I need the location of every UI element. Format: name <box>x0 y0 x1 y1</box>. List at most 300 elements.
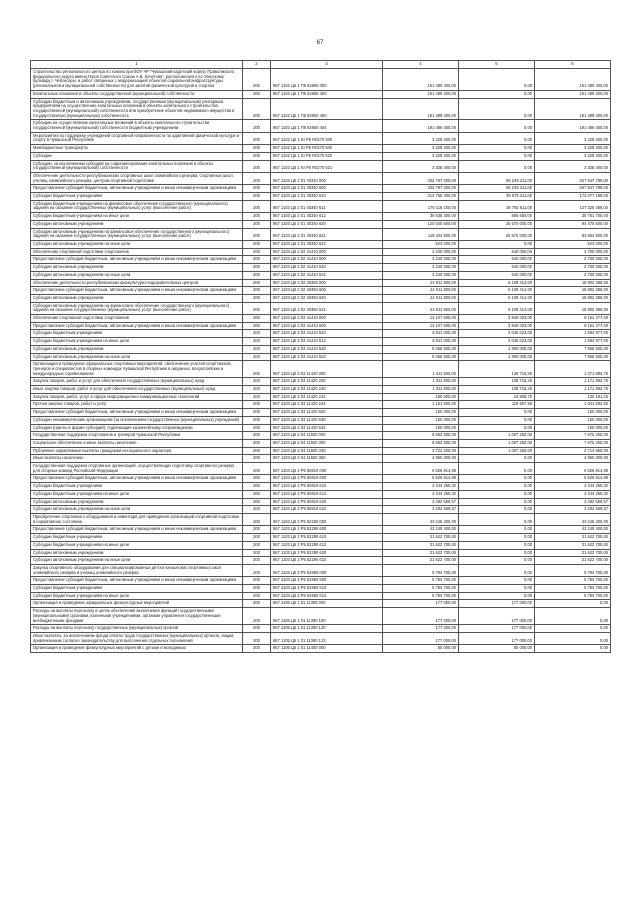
cell-description: Мероприятия по поддержке учреждений спортивной направленности по адаптивной физической культуре и спорту в Чувашской Республике <box>31 132 243 144</box>
cell-executed: 540 000,00 <box>459 264 535 272</box>
cell-approved: 3 282 559,57 <box>383 506 459 514</box>
cell-code: 200 <box>243 541 271 549</box>
cell-remaining: 191 489 400,00 <box>535 120 611 132</box>
cell-approved: 5 794 700,00 <box>383 592 459 600</box>
cell-classification: 867 1102 Ц5 1 Ю Р5 R0270 500 <box>271 145 383 153</box>
table-row <box>31 463 611 475</box>
cell-description: Субсидии автономным учреждениям <box>31 549 243 557</box>
cell-classification: 867 1103 Ц5 2 Р5 50810 612 <box>271 490 383 498</box>
cell-code: 200 <box>243 132 271 144</box>
cell-approved: 24 911 800,00 <box>383 302 459 314</box>
cell-code: 200 <box>243 338 271 346</box>
cell-code: 200 <box>243 632 271 644</box>
cell-code: 200 <box>243 386 271 394</box>
cell-code: 200 <box>243 564 271 576</box>
cell-approved: 3 641 000,00 <box>383 330 459 338</box>
cell-approved: 21 622 700,00 <box>383 541 459 549</box>
table-row <box>31 264 611 272</box>
cell-description: Субсидии автономным учреждениям <box>31 345 243 353</box>
cell-executed: 0,00 <box>459 585 535 593</box>
table-row <box>31 541 611 549</box>
cell-code: 200 <box>243 526 271 534</box>
cell-executed: 25 570 000,00 <box>459 228 535 240</box>
cell-code: 200 <box>243 534 271 542</box>
cell-remaining: 1 271 883,75 <box>535 361 611 378</box>
cell-code: 200 <box>243 160 271 172</box>
cell-description: Организация и проведение официальных физкультурных мероприятий <box>31 600 243 608</box>
table-row <box>31 200 611 212</box>
cell-description: Субсидии бюджетным учреждениям <box>31 585 243 593</box>
cell-remaining: 94 470 600,00 <box>535 220 611 228</box>
table-row <box>31 302 611 314</box>
table-row <box>31 526 611 534</box>
cell-description: Субсидии бюджетным учреждениям <box>31 330 243 338</box>
cell-executed: 1 900 000,00 <box>459 353 535 361</box>
cell-description: Субсидии на осуществление капитальных вложений в объекты капитального строительства государственной (муниципальной) собственности бюджетным учреждениям <box>31 120 243 132</box>
table-row <box>31 549 611 557</box>
cell-description: Капитальные вложения в объекты государственной (муниципальной) собственности <box>31 90 243 98</box>
cell-remaining: 191 489 400,00 <box>535 69 611 91</box>
cell-approved: 3 240 000,00 <box>383 248 459 256</box>
cell-description: Субсидии бюджетным учреждениям на иные цели <box>31 490 243 498</box>
cell-executed: 3 946 023,00 <box>459 315 535 323</box>
cell-approved: 6 626 814,89 <box>383 475 459 483</box>
cell-executed: 177 000,00 <box>459 625 535 633</box>
cell-approved: 177 000,00 <box>383 600 459 608</box>
table-row <box>31 361 611 378</box>
cell-description: Субсидии бюджетным учреждениям на иные цели <box>31 541 243 549</box>
cell-code: 200 <box>243 463 271 475</box>
cell-code: 200 <box>243 514 271 526</box>
cell-code: 200 <box>243 220 271 228</box>
cell-code: 200 <box>243 294 271 302</box>
cell-description: Субсидии бюджетным учреждениям <box>31 193 243 201</box>
cell-description: Предоставление субсидий бюджетным, автономным учреждениям и иным некоммерческим организациям <box>31 256 243 264</box>
cell-classification: 867 1103 Ц5 2 01 40340 600 <box>271 185 383 193</box>
table-row <box>31 69 611 91</box>
cell-remaining: 3 328 400,00 <box>535 132 611 144</box>
cell-approved: 24 911 800,00 <box>383 294 459 302</box>
column-header: 5 <box>459 61 535 69</box>
cell-executed: 0,00 <box>459 526 535 534</box>
cell-classification: 867 1103 Ц5 2 02 40360 600 <box>271 287 383 295</box>
cell-code: 200 <box>243 256 271 264</box>
cell-classification: 867 1102 Ц5 1 Ю Р5 R0270 000 <box>271 132 383 144</box>
cell-approved: 21 622 700,00 <box>383 557 459 565</box>
cell-classification: 867 1105 Ц5 1 01 11390 123 <box>271 632 383 644</box>
cell-description: Субсидии (гранты в форме субсидий), подлежащие казначейскому сопровождению <box>31 424 243 432</box>
cell-classification: 867 1102 Ц5 1 П5 54950 464 <box>271 120 383 132</box>
cell-classification: 867 1103 Ц5 2 03 11420 000 <box>271 361 383 378</box>
cell-classification: 867 1103 Ц5 2 03 11420 242 <box>271 393 383 401</box>
table-row <box>31 132 611 144</box>
cell-remaining: 21 622 700,00 <box>535 549 611 557</box>
table-row <box>31 585 611 593</box>
cell-approved: 9 466 500,00 <box>383 353 459 361</box>
cell-executed: 0,00 <box>459 240 535 248</box>
cell-classification: 867 1103 Ц5 2 02 41410 620 <box>271 264 383 272</box>
cell-classification: 867 1103 Ц5 2 Р5 52290 610 <box>271 534 383 542</box>
table-header <box>31 61 611 69</box>
cell-description: Субсидии автономным учреждениям на иные цели <box>31 557 243 565</box>
cell-code: 200 <box>243 264 271 272</box>
cell-approved: 21 622 700,00 <box>383 549 459 557</box>
cell-code: 200 <box>243 549 271 557</box>
cell-classification: 867 1103 Ц5 2 Р5 50810 622 <box>271 506 383 514</box>
cell-remaining: 43 245 400,00 <box>535 526 611 534</box>
cell-code: 200 <box>243 315 271 323</box>
cell-executed: 540 000,00 <box>459 248 535 256</box>
cell-code: 200 <box>243 483 271 491</box>
cell-remaining: 5 794 700,00 <box>535 592 611 600</box>
table-row <box>31 90 611 98</box>
cell-description: Иные закупки товаров, работ и услуг для обеспечения государственных (муниципальных) нужд <box>31 386 243 394</box>
cell-executed: 6 109 414,00 <box>459 279 535 287</box>
cell-executed: 0,00 <box>459 564 535 576</box>
cell-remaining: 1 171 883,75 <box>535 378 611 386</box>
cell-code: 200 <box>243 98 271 120</box>
column-header: 4 <box>383 61 459 69</box>
cell-code: 200 <box>243 361 271 378</box>
cell-executed: 0,00 <box>459 69 535 91</box>
cell-code: 200 <box>243 475 271 483</box>
table-row <box>31 416 611 424</box>
cell-executed: 0,00 <box>459 475 535 483</box>
cell-remaining: 18 802 386,00 <box>535 294 611 302</box>
cell-classification: 867 1103 Ц5 2 Р5 50810 620 <box>271 498 383 506</box>
cell-executed: 0,00 <box>459 98 535 120</box>
cell-remaining: 21 622 700,00 <box>535 541 611 549</box>
cell-code: 200 <box>243 409 271 417</box>
cell-description: Субсидии автономным учреждениям на иные цели <box>31 271 243 279</box>
table-row <box>31 564 611 576</box>
cell-approved: 5 794 700,00 <box>383 585 459 593</box>
cell-executed: 0,00 <box>459 145 535 153</box>
cell-code: 200 <box>243 90 271 98</box>
cell-remaining: 7 675 250,00 <box>535 432 611 440</box>
cell-executed: 0,00 <box>459 514 535 526</box>
cell-executed: 0,00 <box>459 534 535 542</box>
cell-approved: 176 118 100,00 <box>383 200 459 212</box>
cell-code: 200 <box>243 345 271 353</box>
cell-classification: 867 1103 Ц5 2 Р5 54950 600 <box>271 577 383 585</box>
table-row <box>31 439 611 447</box>
cell-description: Предоставление субсидий бюджетным, автономным учреждениям и иным некоммерческим организациям <box>31 287 243 295</box>
cell-approved: 332 797 000,00 <box>383 172 459 184</box>
cell-remaining: 4 960 300,00 <box>535 455 611 463</box>
cell-approved: 3 722 200,00 <box>383 447 459 455</box>
cell-classification: 867 1103 Ц5 2 01 40340 000 <box>271 172 383 184</box>
cell-approved: 5 794 700,00 <box>383 564 459 576</box>
cell-description: Государственная поддержка спортсменов и тренеров Чувашской Республики <box>31 432 243 440</box>
cell-remaining: 191 489 400,00 <box>535 98 611 120</box>
cell-approved: 3 240 000,00 <box>383 256 459 264</box>
cell-approved: 191 489 400,00 <box>383 90 459 98</box>
cell-executed: 0,00 <box>459 549 535 557</box>
cell-executed: 1 007 250,00 <box>459 439 535 447</box>
column-header: 2 <box>243 61 271 69</box>
cell-classification: 867 1105 Ц5 1 01 11390 000 <box>271 600 383 608</box>
column-header: 3 <box>271 61 383 69</box>
cell-classification: 867 1103 Ц5 2 Р5 50810 600 <box>271 475 383 483</box>
cell-remaining: 0,00 <box>535 600 611 608</box>
cell-code: 200 <box>243 608 271 625</box>
cell-code: 200 <box>243 200 271 212</box>
table-row <box>31 432 611 440</box>
cell-classification: 867 1103 Ц5 2 03 11420 240 <box>271 386 383 394</box>
cell-code: 200 <box>243 625 271 633</box>
cell-classification: 867 1103 Ц5 2 01 40340 610 <box>271 193 383 201</box>
table-row <box>31 447 611 455</box>
cell-remaining: 1 594 977,00 <box>535 338 611 346</box>
cell-classification: 867 1103 Ц5 2 02 40360 000 <box>271 279 383 287</box>
cell-description: Субсидии бюджетным учреждениям <box>31 483 243 491</box>
cell-remaining: 3 344 255,32 <box>535 483 611 491</box>
cell-code: 200 <box>243 145 271 153</box>
cell-executed: 886 600,00 <box>459 213 535 221</box>
cell-remaining: 191 489 400,00 <box>535 90 611 98</box>
cell-approved: 5 794 700,00 <box>383 577 459 585</box>
cell-classification: 867 1103 Ц5 2 Р5 52290 612 <box>271 541 383 549</box>
cell-description: Субсидии автономным учреждениям <box>31 294 243 302</box>
cell-approved: 3 344 255,32 <box>383 490 459 498</box>
table-row <box>31 409 611 417</box>
cell-code: 200 <box>243 279 271 287</box>
cell-description: Организация и проведение физкультурных мероприятий с детьми и молодежью <box>31 645 243 653</box>
cell-remaining: 18 802 386,00 <box>535 302 611 314</box>
cell-remaining: 5 794 700,00 <box>535 564 611 576</box>
table-row <box>31 592 611 600</box>
table-row <box>31 172 611 184</box>
table-row <box>31 378 611 386</box>
cell-executed: 19 808,75 <box>459 393 535 401</box>
table-row <box>31 386 611 394</box>
cell-executed: 2 046 023,00 <box>459 330 535 338</box>
cell-remaining: 7 566 500,00 <box>535 345 611 353</box>
cell-classification: 867 1103 Ц5 2 03 11420 632 <box>271 424 383 432</box>
cell-approved: 177 000,00 <box>383 608 459 625</box>
cell-approved: 3 240 000,00 <box>383 264 459 272</box>
cell-executed: 0,00 <box>459 541 535 549</box>
table-row <box>31 401 611 409</box>
cell-approved: 191 489 400,00 <box>383 69 459 91</box>
cell-code: 200 <box>243 302 271 314</box>
table-row <box>31 645 611 653</box>
cell-approved: 100 000,00 <box>383 409 459 417</box>
cell-description: Предоставление субсидий бюджетным, автономным учреждениям и иным некоммерческим организациям <box>31 185 243 193</box>
cell-classification: 867 1103 Ц5 2 03 41410 620 <box>271 345 383 353</box>
cell-approved: 9 466 500,00 <box>383 345 459 353</box>
table-row <box>31 256 611 264</box>
cell-code: 200 <box>243 600 271 608</box>
table-row <box>31 338 611 346</box>
cell-classification: 867 1105 Ц5 1 01 11400 000 <box>271 645 383 653</box>
cell-remaining: 100 000,00 <box>535 424 611 432</box>
cell-approved: 4 960 300,00 <box>383 455 459 463</box>
cell-executed: 119 907,50 <box>459 401 535 409</box>
cell-classification: 867 1103 Ц5 2 Р5 54950 612 <box>271 592 383 600</box>
cell-description: Предоставление субсидий бюджетным, автономным учреждениям и иным некоммерческим организациям <box>31 577 243 585</box>
table-row <box>31 152 611 160</box>
table-row <box>31 145 611 153</box>
cell-code: 200 <box>243 248 271 256</box>
cell-approved: 3 240 000,00 <box>383 271 459 279</box>
table-row <box>31 345 611 353</box>
table-row <box>31 193 611 201</box>
cell-approved: 6 626 814,89 <box>383 463 459 475</box>
cell-executed: 0,00 <box>459 455 535 463</box>
cell-code: 200 <box>243 401 271 409</box>
cell-classification: 867 1103 Ц5 2 04 11500 000 <box>271 432 383 440</box>
cell-description: Субсидии бюджетным учреждениям на иные цели <box>31 592 243 600</box>
cell-code: 200 <box>243 193 271 201</box>
cell-classification: 867 1102 Ц5 1 Ю Р5 R0270 520 <box>271 152 383 160</box>
cell-code: 200 <box>243 490 271 498</box>
table-row <box>31 393 611 401</box>
cell-approved: 3 282 559,57 <box>383 498 459 506</box>
cell-description: Иные выплаты населению <box>31 455 243 463</box>
cell-code: 200 <box>243 439 271 447</box>
cell-classification: 867 1105 Ц5 1 01 11390 120 <box>271 625 383 633</box>
cell-approved: 24 911 800,00 <box>383 279 459 287</box>
cell-description: Субсидии автономным учреждениям <box>31 264 243 272</box>
cell-description: Обеспечение деятельности республиканских физкультурно-оздоровительных центров <box>31 279 243 287</box>
cell-classification: 867 1103 Ц5 2 01 40340 611 <box>271 200 383 212</box>
cell-remaining: 2 714 950,00 <box>535 447 611 455</box>
cell-approved: 13 107 500,00 <box>383 315 459 323</box>
cell-description: Субсидии автономным учреждениям на финансовое обеспечение государственного (муниципального) задания на оказание государственных (муниципальных) услуг (выполнение работ) <box>31 302 243 314</box>
cell-approved: 3 328 400,00 <box>383 132 459 144</box>
cell-executed: 3 946 023,00 <box>459 322 535 330</box>
cell-remaining: 21 622 700,00 <box>535 557 611 565</box>
cell-code: 200 <box>243 152 271 160</box>
cell-code: 200 <box>243 322 271 330</box>
cell-approved: 212 756 400,00 <box>383 193 459 201</box>
cell-code: 200 <box>243 432 271 440</box>
cell-remaining: 3 328 400,00 <box>535 160 611 172</box>
cell-executed: 0,00 <box>459 160 535 172</box>
cell-classification: 867 1103 Ц5 2 04 11500 330 <box>271 447 383 455</box>
cell-approved: 3 328 400,00 <box>383 160 459 172</box>
cell-description: Субсидии автономным учреждениям на иные цели <box>31 506 243 514</box>
cell-approved: 21 622 700,00 <box>383 534 459 542</box>
cell-description: Предоставление субсидий бюджетным, автономным учреждениям и иным некоммерческим организациям <box>31 409 243 417</box>
cell-description: Субсидии автономным учреждениям на иные цели <box>31 240 243 248</box>
cell-remaining: 130 191,25 <box>535 393 611 401</box>
table-row <box>31 483 611 491</box>
cell-description: Обеспечение спортивной подготовки спортсменов <box>31 315 243 323</box>
cell-description: Субсидии автономным учреждениям на иные цели <box>31 353 243 361</box>
cell-remaining: 5 794 700,00 <box>535 585 611 593</box>
cell-code: 200 <box>243 585 271 593</box>
cell-description: Межбюджетные трансферты <box>31 145 243 153</box>
cell-classification: 867 1103 Ц5 2 03 41410 612 <box>271 338 383 346</box>
cell-executed: 177 000,00 <box>459 632 535 644</box>
cell-executed: 0,00 <box>459 483 535 491</box>
cell-remaining: 18 802 386,00 <box>535 287 611 295</box>
cell-remaining: 2 700 000,00 <box>535 264 611 272</box>
cell-description: Субсидии автономным учреждениям на финансовое обеспечение государственного (муниципального) задания на оказание государственных (муниципальных) услуг (выполнение работ) <box>31 228 243 240</box>
cell-classification: 867 1103 Ц5 2 Р5 52290 000 <box>271 514 383 526</box>
cell-remaining: 35 751 700,00 <box>535 213 611 221</box>
cell-executed: 0,00 <box>459 577 535 585</box>
column-header: 6 <box>535 61 611 69</box>
cell-classification: 867 1103 Ц5 2 Р5 52290 622 <box>271 557 383 565</box>
cell-code: 200 <box>243 271 271 279</box>
cell-description: Субсидии бюджетным учреждениям <box>31 534 243 542</box>
cell-executed: 0,00 <box>459 416 535 424</box>
cell-code: 200 <box>243 592 271 600</box>
cell-remaining: 267 547 789,00 <box>535 185 611 193</box>
cell-executed: 1 007 250,00 <box>459 432 535 440</box>
cell-approved: 8 682 500,00 <box>383 439 459 447</box>
table-row <box>31 185 611 193</box>
cell-executed: 1 007 250,00 <box>459 447 535 455</box>
cell-executed: 177 000,00 <box>459 600 535 608</box>
cell-classification: 867 1103 Ц5 2 03 11420 630 <box>271 416 383 424</box>
cell-remaining: 3 282 559,57 <box>535 498 611 506</box>
cell-remaining: 100 000,00 <box>535 416 611 424</box>
cell-approved: 100 000,00 <box>383 416 459 424</box>
column-number-row <box>31 61 611 69</box>
cell-description: Субсидии бюджетным учреждениям на иные цели <box>31 213 243 221</box>
cell-approved: 120 040 600,00 <box>383 220 459 228</box>
cell-description: Субсидии бюджетным учреждениям на финансовое обеспечение государственного (муниципального) задания на оказание государственных (муниципальных) услуг (выполнение работ) <box>31 200 243 212</box>
cell-classification: 867 1103 Ц5 2 04 11500 360 <box>271 455 383 463</box>
cell-remaining: 1 041 692,50 <box>535 401 611 409</box>
table-row <box>31 632 611 644</box>
cell-description: Предоставление субсидий бюджетным, автономным учреждениям и иным некоммерческим организациям <box>31 322 243 330</box>
table-row <box>31 160 611 172</box>
cell-code: 200 <box>243 416 271 424</box>
cell-classification: 867 1103 Ц5 2 02 41410 622 <box>271 271 383 279</box>
cell-remaining: 2 700 000,00 <box>535 248 611 256</box>
cell-description: Обеспечение деятельности республиканских спортивных школ олимпийского резерва, спортивных школ, училищ олимпийского резерва, центров спортивной подготовки <box>31 172 243 184</box>
cell-approved: 50 000,00 <box>383 645 459 653</box>
cell-approved: 177 000,00 <box>383 625 459 633</box>
cell-approved: 119 422 600,00 <box>383 228 459 240</box>
cell-classification: 867 1102 Ц5 1 П5 54950 000 <box>271 69 383 91</box>
cell-description: Предоставление субсидий бюджетным, автономным учреждениям и иным некоммерческим организациям <box>31 475 243 483</box>
cell-description: Субсидии автономным учреждениям <box>31 498 243 506</box>
cell-code: 200 <box>243 498 271 506</box>
cell-classification: 867 1103 Ц5 2 03 11420 200 <box>271 378 383 386</box>
cell-remaining: 3 328 400,00 <box>535 152 611 160</box>
cell-description: Субсидии <box>31 152 243 160</box>
cell-description: Организация и проведение официальных спортивных мероприятий, обеспечение участия спортсменов, тренеров и специалистов в сборных командах Чувашской Республики в окружных, всероссийских и международных соревнованиях <box>31 361 243 378</box>
cell-classification: 867 1103 Ц5 2 03 41410 000 <box>271 315 383 323</box>
cell-executed: 0,00 <box>459 132 535 144</box>
cell-executed: 0,00 <box>459 592 535 600</box>
cell-approved: 3 328 400,00 <box>383 152 459 160</box>
cell-description: Закупка спортивного оборудования для специализированных детско-юношеских спортивных школ олимпийского резерва и училищ олимпийского резерва <box>31 564 243 576</box>
table-row <box>31 490 611 498</box>
cell-code: 200 <box>243 330 271 338</box>
cell-remaining: 0,00 <box>535 632 611 644</box>
cell-approved: 8 682 500,00 <box>383 432 459 440</box>
column-header: 1 <box>31 61 243 69</box>
cell-code: 200 <box>243 447 271 455</box>
cell-code: 200 <box>243 240 271 248</box>
cell-executed: 2 046 023,00 <box>459 338 535 346</box>
cell-executed: 0,00 <box>459 463 535 475</box>
table-row <box>31 424 611 432</box>
cell-remaining: 624 000,00 <box>535 240 611 248</box>
cell-remaining: 267 547 789,00 <box>535 172 611 184</box>
cell-remaining: 9 161 477,00 <box>535 322 611 330</box>
table-row <box>31 498 611 506</box>
cell-description: Иные выплаты, за исключением фонда оплаты труда государственных (муниципальных) органов, лицам, привлекаемым согласно законодательству для выполнения отдельных полномочий <box>31 632 243 644</box>
